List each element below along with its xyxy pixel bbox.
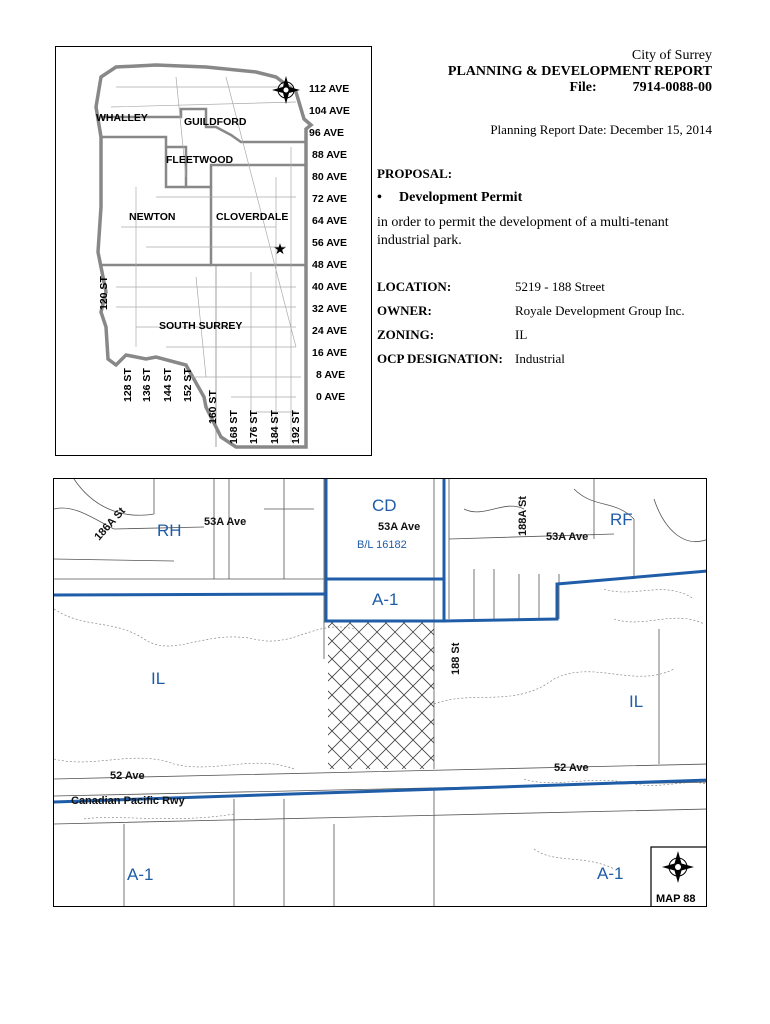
hatch-line bbox=[528, 621, 676, 769]
hatch-line bbox=[582, 621, 707, 769]
ave-80: 80 AVE bbox=[312, 171, 348, 183]
map-ref-box bbox=[651, 847, 707, 907]
hatch-line bbox=[600, 621, 707, 769]
ave-112: 112 AVE bbox=[309, 83, 350, 95]
bullet: • bbox=[377, 190, 382, 205]
ave-96: 96 AVE bbox=[309, 127, 345, 139]
site-star-icon: ★ bbox=[273, 242, 287, 258]
subject-site-hatch bbox=[168, 621, 707, 769]
zone-rh: RH bbox=[157, 521, 182, 540]
ave-24: 24 AVE bbox=[312, 325, 348, 337]
fact-value: Royale Development Group Inc. bbox=[515, 303, 685, 318]
hatch-line bbox=[582, 621, 707, 769]
ave-16: 16 AVE bbox=[312, 347, 348, 359]
fact-label: OWNER: bbox=[377, 303, 432, 318]
report-title: PLANNING & DEVELOPMENT REPORT bbox=[447, 64, 712, 79]
fact-label: ZONING: bbox=[377, 327, 435, 342]
proposal-heading: PROPOSAL: bbox=[377, 166, 453, 181]
hatch-line bbox=[474, 621, 622, 769]
area-whalley: WHALLEY bbox=[96, 112, 148, 124]
zone-il-east: IL bbox=[629, 692, 644, 711]
st-136: 136 ST bbox=[141, 368, 153, 402]
map-number: MAP 88 bbox=[656, 893, 696, 905]
hatch-line bbox=[474, 621, 622, 769]
zone-a1-site: A-1 bbox=[372, 590, 399, 609]
proposal-item-label: Development Permit bbox=[399, 190, 523, 205]
st-120: 120 ST bbox=[98, 276, 110, 310]
area-newton: NEWTON bbox=[129, 211, 176, 223]
road-186a-st: 186A St bbox=[92, 505, 128, 544]
hatch-line bbox=[636, 621, 707, 769]
ave-64: 64 AVE bbox=[312, 215, 348, 227]
st-128: 128 ST bbox=[122, 368, 134, 402]
railway-label: Canadian Pacific Rwy bbox=[71, 795, 185, 807]
area-fleetwood: FLEETWOOD bbox=[166, 154, 234, 166]
hatch-line bbox=[672, 621, 707, 769]
st-160: 160 ST bbox=[207, 390, 219, 424]
ave-40: 40 AVE bbox=[312, 281, 348, 293]
st-176: 176 ST bbox=[248, 410, 260, 444]
proposal-item bbox=[377, 190, 522, 206]
hatch-line bbox=[168, 621, 316, 769]
key-map-graphic bbox=[56, 47, 373, 457]
hatch-line bbox=[654, 621, 707, 769]
road-52-ave-west: 52 Ave bbox=[110, 770, 145, 782]
file-label: File: bbox=[569, 80, 597, 95]
file-number: 7914-0088-00 bbox=[632, 80, 712, 95]
zone-cd: CD bbox=[372, 496, 397, 515]
road-188-st: 188 St bbox=[450, 642, 462, 675]
hatch-line bbox=[636, 621, 707, 769]
zone-il-west: IL bbox=[151, 669, 166, 688]
st-152: 152 ST bbox=[182, 368, 194, 402]
zone-rf: RF bbox=[610, 510, 633, 529]
hatch-line bbox=[168, 621, 316, 769]
hatch-line bbox=[528, 621, 676, 769]
st-192: 192 ST bbox=[290, 410, 302, 444]
ave-32: 32 AVE bbox=[312, 303, 348, 315]
ave-56: 56 AVE bbox=[312, 237, 348, 249]
area-cloverdale: CLOVERDALE bbox=[216, 211, 289, 223]
st-168: 168 ST bbox=[228, 410, 240, 444]
road-52-ave-east: 52 Ave bbox=[554, 762, 589, 774]
zone-a1-southwest: A-1 bbox=[127, 865, 154, 884]
road-188a-st: 188A St bbox=[517, 496, 529, 536]
report-header bbox=[448, 48, 712, 96]
avenue-labels bbox=[309, 83, 350, 403]
road-53a-ave-west: 53A Ave bbox=[204, 516, 247, 528]
st-184: 184 ST bbox=[269, 410, 281, 444]
hatch-line bbox=[546, 621, 694, 769]
proposal-description: in order to permit the development of a multi-tenant industrial park. bbox=[377, 215, 669, 248]
fact-value: Industrial bbox=[515, 351, 565, 366]
hatch-line bbox=[456, 621, 604, 769]
file-row bbox=[448, 80, 712, 96]
key-map bbox=[55, 46, 372, 456]
compass-rose-icon bbox=[272, 76, 300, 104]
hatch-line bbox=[672, 621, 707, 769]
hatch-line bbox=[492, 621, 640, 769]
ave-0: 0 AVE bbox=[316, 391, 346, 403]
area-guildford: GUILDFORD bbox=[184, 116, 247, 128]
hatch-line bbox=[600, 621, 707, 769]
ave-104: 104 AVE bbox=[309, 105, 350, 117]
city-name: City of Surrey bbox=[631, 48, 712, 63]
hatch-line bbox=[186, 621, 334, 769]
hatch-line bbox=[456, 621, 604, 769]
hatch-line bbox=[186, 621, 334, 769]
ave-8: 8 AVE bbox=[316, 369, 346, 381]
report-date: Planning Report Date: December 15, 2014 bbox=[490, 122, 712, 137]
contour-lines bbox=[54, 589, 707, 869]
hatch-line bbox=[492, 621, 640, 769]
site-map bbox=[53, 478, 707, 907]
zone-bylaw: B/L 16182 bbox=[357, 539, 407, 551]
ave-88: 88 AVE bbox=[312, 149, 348, 161]
hatch-line bbox=[654, 621, 707, 769]
hatch-line bbox=[420, 621, 568, 769]
zone-a1-southeast: A-1 bbox=[597, 864, 624, 883]
hatch-line bbox=[690, 621, 707, 769]
ave-48: 48 AVE bbox=[312, 259, 348, 271]
hatch-line bbox=[420, 621, 568, 769]
road-53a-ave-east: 53A Ave bbox=[546, 531, 589, 543]
fact-label: OCP DESIGNATION: bbox=[377, 351, 503, 366]
ave-72: 72 AVE bbox=[312, 193, 348, 205]
road-53a-ave-middle: 53A Ave bbox=[378, 521, 421, 533]
site-map-graphic bbox=[54, 479, 707, 907]
fact-value: 5219 - 188 Street bbox=[515, 279, 605, 294]
street-labels bbox=[98, 276, 302, 444]
st-144: 144 ST bbox=[162, 368, 174, 402]
hatch-line bbox=[690, 621, 707, 769]
fact-label: LOCATION: bbox=[377, 279, 452, 294]
fact-value: IL bbox=[515, 327, 528, 342]
hatch-line bbox=[546, 621, 694, 769]
area-south-surrey: SOUTH SURREY bbox=[159, 320, 243, 332]
